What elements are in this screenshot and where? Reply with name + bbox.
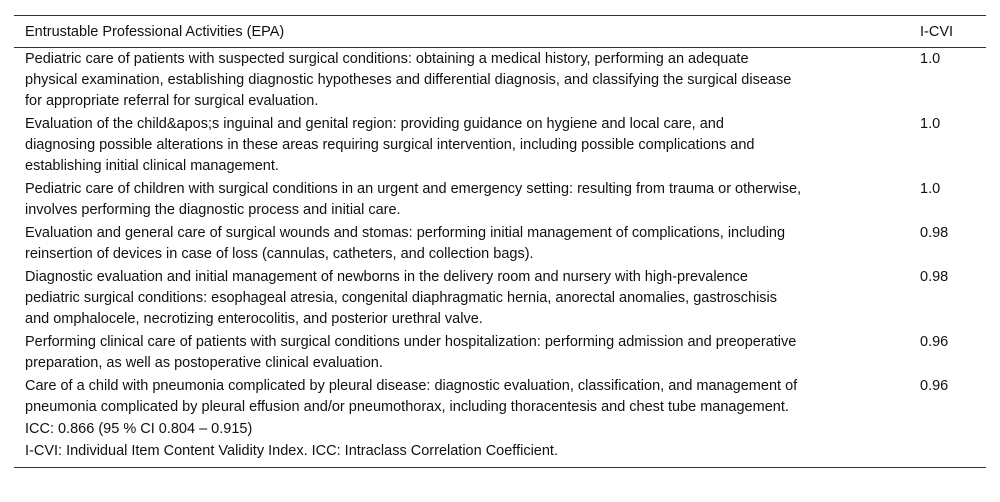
epa-line: Evaluation and general care of surgical wounds and stomas: performing initial management of complications, including <box>25 225 786 241</box>
epa-line: reinsertion of devices in case of loss (cannulas, catheters, and collection bags). <box>25 246 534 262</box>
table-row <box>14 222 986 265</box>
table-row <box>14 266 986 330</box>
epa-line: pneumonia complicated by pleural effusion and/or pneumothorax, including thoracentesis and chest tube management. <box>25 399 789 415</box>
epa-line: establishing initial clinical management. <box>25 158 279 174</box>
epa-line: preparation, as well as postoperative clinical evaluation. <box>25 355 383 371</box>
table-row <box>14 178 986 221</box>
epa-line: Care of a child with pneumonia complicated by pleural disease: diagnostic evaluation, classification, and management of <box>25 378 798 394</box>
epa-line: involves performing the diagnostic process and initial care. <box>25 202 401 218</box>
header-epa: Entrustable Professional Activities (EPA) <box>25 23 285 40</box>
icvi-cell: 0.98 <box>920 269 949 285</box>
epa-cell <box>14 179 910 221</box>
epa-cell <box>14 376 910 418</box>
icvi-cell: 1.0 <box>920 181 941 197</box>
epa-table <box>14 15 986 468</box>
header-icvi: I-CVI <box>920 23 954 40</box>
epa-cell <box>14 267 910 330</box>
icvi-cell: 0.96 <box>920 378 949 394</box>
epa-cell <box>14 114 910 177</box>
table-row <box>14 113 986 177</box>
icvi-cell: 1.0 <box>920 116 941 132</box>
table-footnote: I-CVI: Individual Item Content Validity Index. ICC: Intraclass Correlation Coefficient. <box>25 443 558 459</box>
epa-line: Pediatric care of children with surgical conditions in an urgent and emergency setting: resulting from trauma or otherwise, <box>25 181 802 197</box>
table-header-row <box>14 16 986 48</box>
epa-cell <box>14 223 910 265</box>
epa-line: physical examination, establishing diagnostic hypotheses and differential diagnosis, and classifying the surgical disease <box>25 72 792 88</box>
icvi-cell: 1.0 <box>920 51 941 67</box>
epa-line: Pediatric care of patients with suspected surgical conditions: obtaining a medical history, performing an adequate <box>25 51 749 67</box>
epa-cell <box>14 332 910 374</box>
table-row <box>14 331 986 374</box>
epa-line: diagnosing possible alterations in these areas requiring surgical intervention, including possible complications and <box>25 137 755 153</box>
epa-line: pediatric surgical conditions: esophageal atresia, congenital diaphragmatic hernia, anorectal anomalies, gastroschisis <box>25 290 778 306</box>
epa-line: Diagnostic evaluation and initial management of newborns in the delivery room and nursery with high-prevalence <box>25 269 748 285</box>
epa-line: Performing clinical care of patients with surgical conditions under hospitalization: performing admission and preoperative <box>25 334 797 350</box>
table-row <box>14 48 986 112</box>
epa-cell <box>14 49 910 112</box>
epa-line: Evaluation of the child&apos;s inguinal and genital region: providing guidance on hygiene and local care, and <box>25 116 724 132</box>
epa-line: for appropriate referral for surgical evaluation. <box>25 93 319 109</box>
icvi-cell: 0.96 <box>920 334 949 350</box>
epa-line: and omphalocele, necrotizing enterocolitis, and posterior urethral valve. <box>25 311 483 327</box>
icvi-cell: 0.98 <box>920 225 949 241</box>
icc-note: ICC: 0.866 (95 % CI 0.804 – 0.915) <box>25 421 253 437</box>
table-row <box>14 375 986 418</box>
table-notes <box>14 419 986 467</box>
